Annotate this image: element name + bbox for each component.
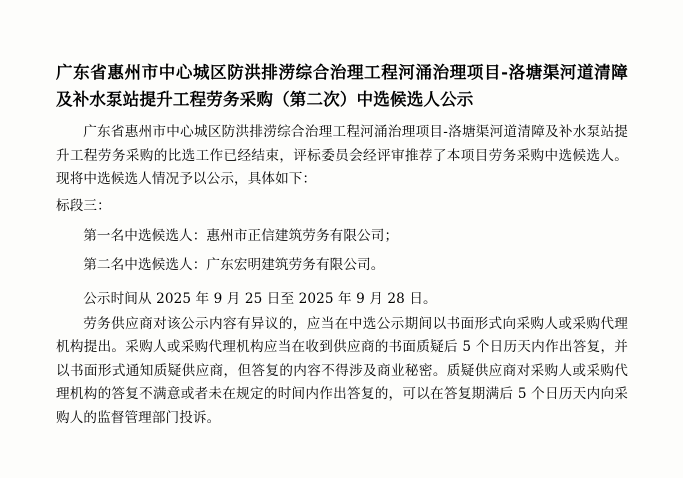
paragraph-intro: 广东省惠州市中心城区防洪排涝综合治理工程河涌治理项目-洛塘渠河道清障及补水泵站提升工程劳务采购的比选工作已经结束，评标委员会经评审推荐了本项目劳务采购中选候选人。现将中选候选人情况予以公示，具体如下：	[56, 124, 628, 188]
page-title: 广东省惠州市中心城区防洪排涝综合治理工程河涌治理项目-洛塘渠河道清障及补水泵站提升工程劳务采购（第二次）中选候选人公示	[56, 63, 628, 109]
publicity-period: 公示时间从 2025 年 9 月 25 日至 2025 年 9 月 28 日。	[83, 290, 437, 307]
candidate-second: 第二名中选候选人：广东宏明建筑劳务有限公司。	[83, 257, 385, 274]
document-content	[56, 60, 628, 432]
objection-notice: 劳务供应商对该公示内容有异议的，应当在中选公示期间以书面形式向采购人或采购代理机构提出。采购人或采购代理机构应当在收到供应商的书面质疑后 5 个日历天内作出答复，并以书面形式通知质疑供应商，但答复的内容不得涉及商业秘密。质疑供应商对采购人或采购代理机构的答复不满意或者未在规定的时间内作出答复的，可以在答复期满后 5 个日历天内向采购人的监督管理部门投诉。	[56, 316, 628, 426]
section-label-lot-three: 标段三：	[56, 197, 111, 214]
candidate-first: 第一名中选候选人：惠州市正信建筑劳务有限公司；	[83, 227, 399, 244]
spacer	[56, 279, 628, 288]
